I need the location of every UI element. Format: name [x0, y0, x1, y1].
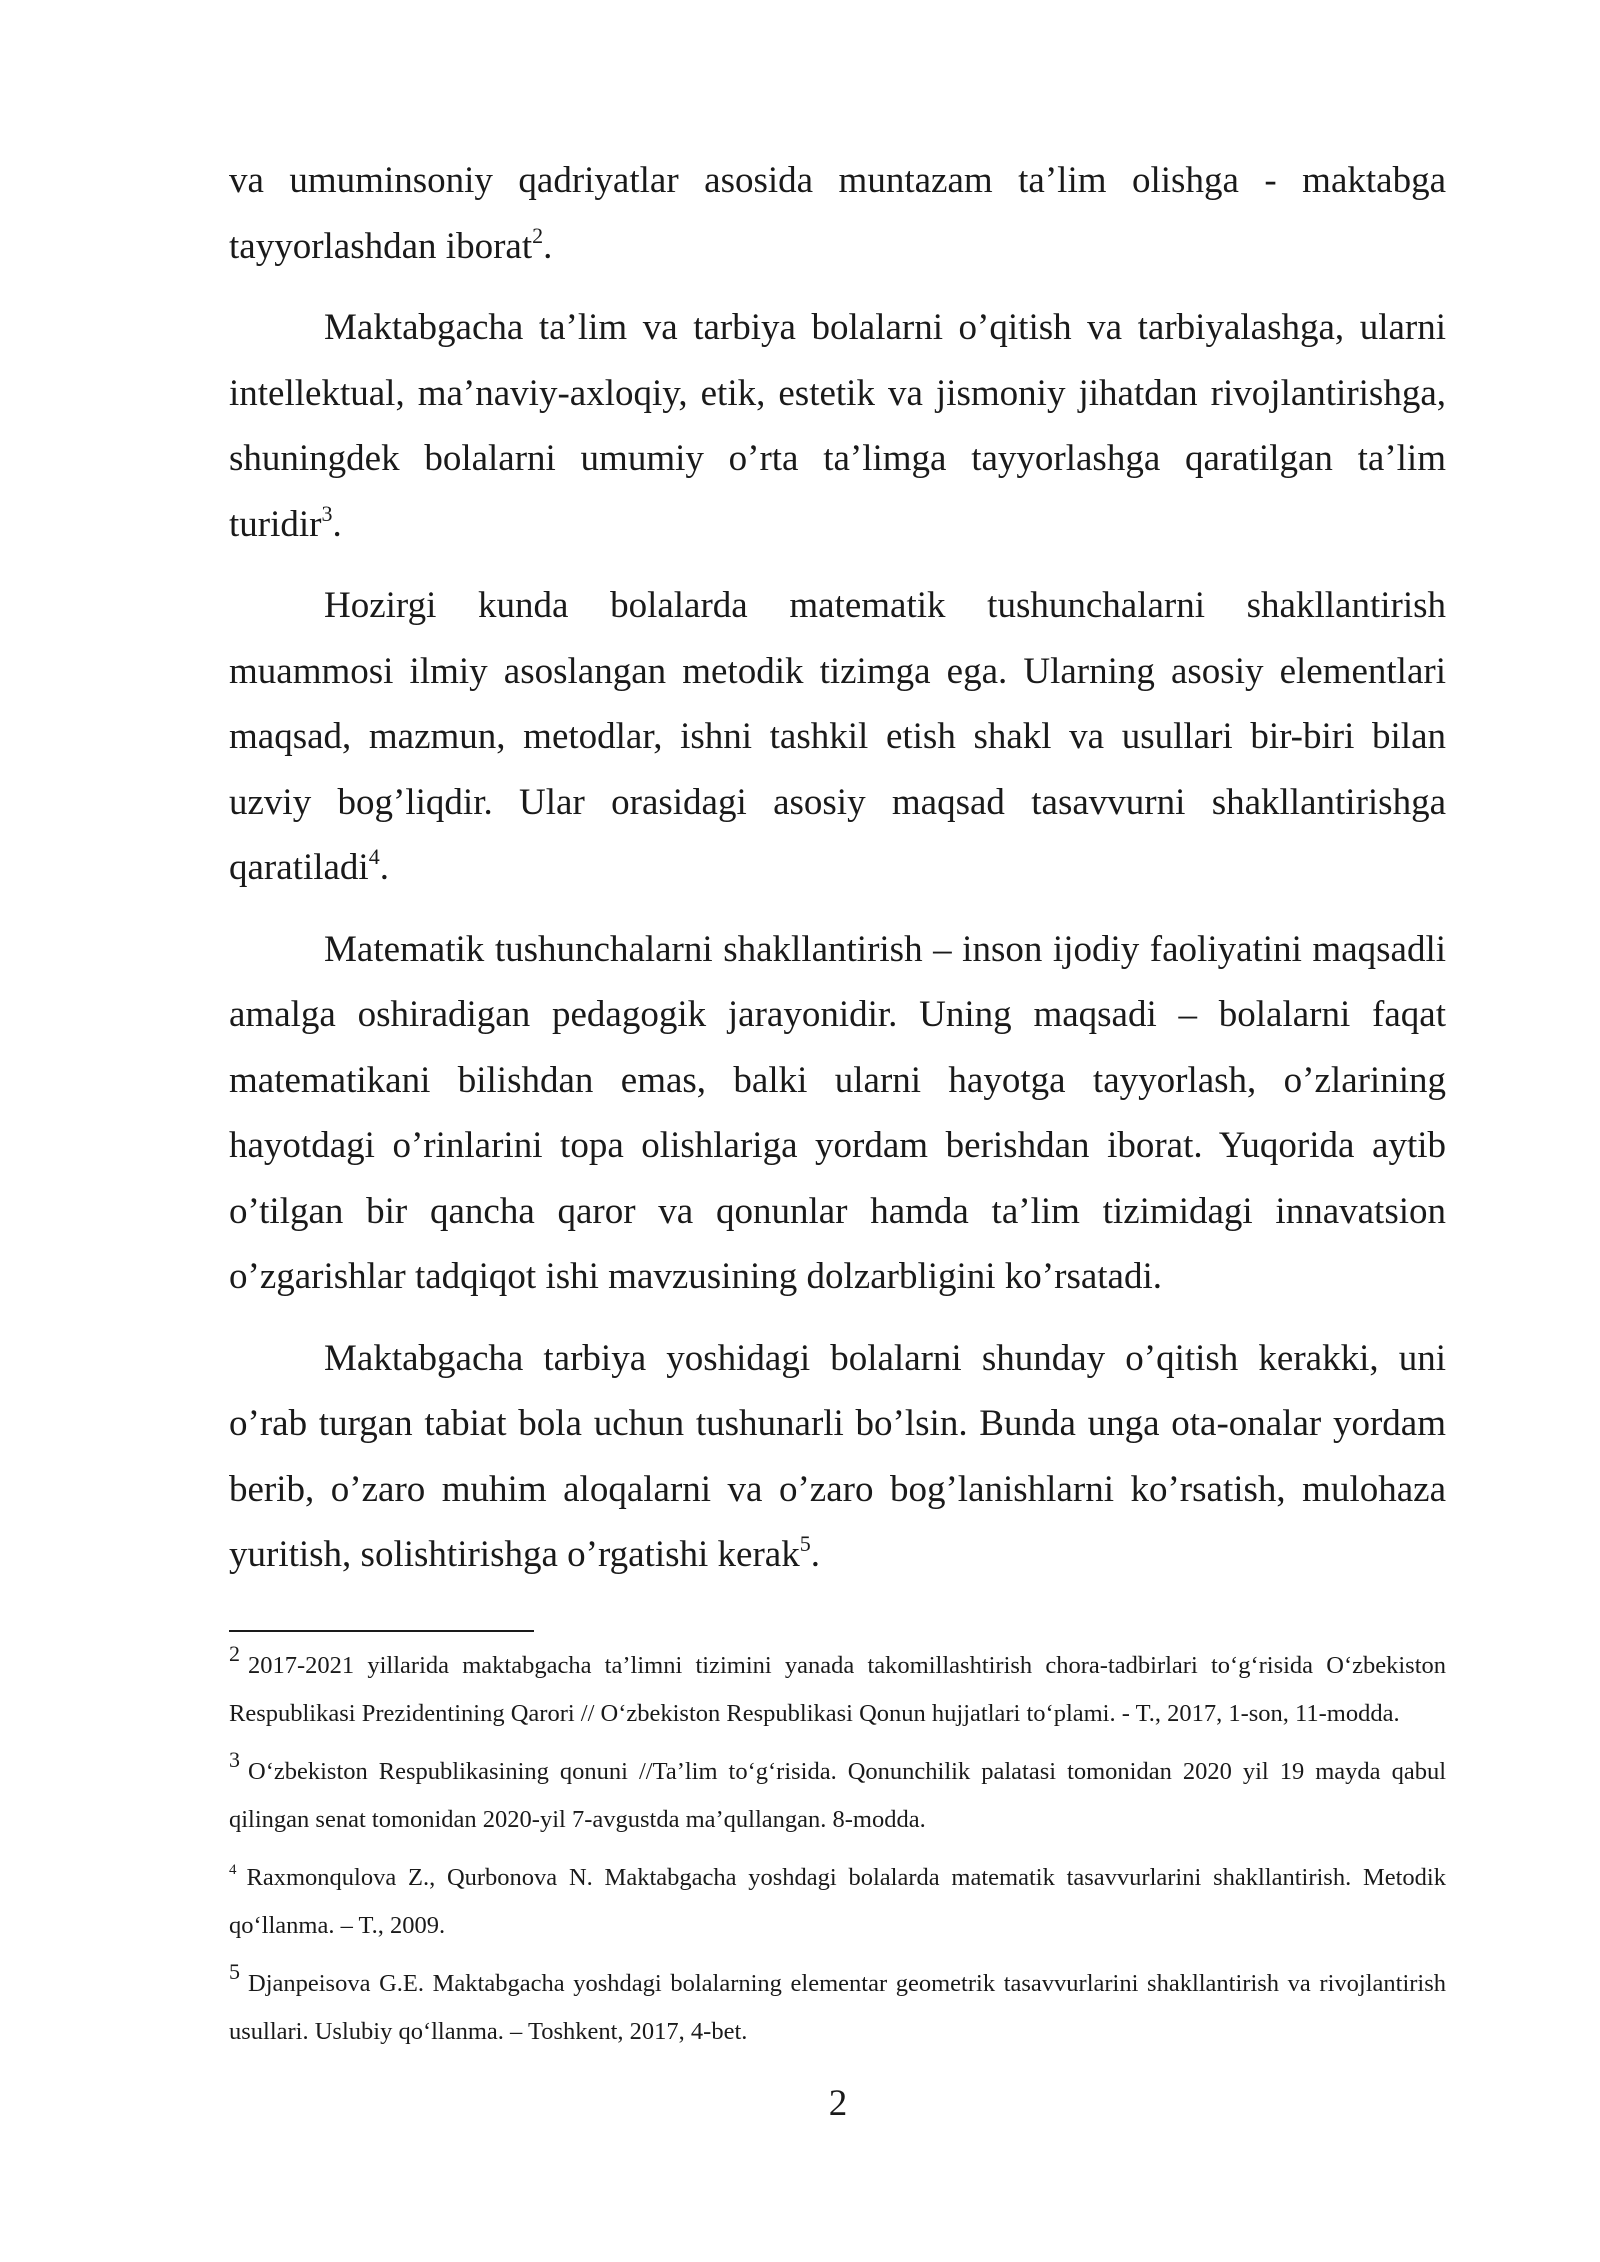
paragraph-end: . — [332, 503, 342, 545]
footnote-5 — [229, 1960, 1446, 2056]
footnote-reference-2[interactable]: 2 — [532, 222, 544, 248]
footnote-text: 2017-2021 yillarida maktabgacha ta’limni tizimini yanada takomillashtirish chora-tadbirlari to‘g‘risida O‘zbekiston Respublikasi Prezidentining Qarori // O‘zbekiston Respublikasi Qonun hujjatlari to‘plami. - T., 2017, 1-son, 11-modda. — [229, 1652, 1446, 1727]
footnote-mark: 2 — [229, 1641, 240, 1666]
paragraph-text: va umuminsoniy qadriyatlar asosida muntazam ta’lim olishga - maktabga tayyorlashdan iborat — [229, 160, 1446, 267]
paragraph-3 — [229, 573, 1446, 901]
paragraph-text: Hozirgi kunda bolalarda matematik tushunchalarni shakllantirish muammosi ilmiy asoslangan metodik tizimga ega. Ularning asosiy elementlari maqsad, mazmun, metodlar, ishni tashkil etish shakl va usullari bir-biri bilan uzviy bog’liqdir. Ular orasidagi asosiy maqsad tasavvurni shakllantirishga qaratiladi — [229, 585, 1446, 888]
footnote-reference-4[interactable]: 4 — [368, 844, 380, 869]
paragraph-text: Maktabgacha ta’lim va tarbiya bolalarni o’qitish va tarbiyalashga, ularni intellektual, ma’naviy-axloqiy, etik, estetik va jismoniy jihatdan rivojlantirishga, shuningdek bolalarni umumiy o’rta ta’limga tayyorlashga qaratilgan ta’lim turidir — [229, 307, 1446, 545]
paragraph-end: . — [810, 1534, 820, 1575]
footnote-mark: 4 — [229, 1862, 237, 1878]
paragraph-1 — [229, 148, 1446, 279]
footnote-text: Djanpeisova G.E. Maktabgacha yoshdagi bolalarning elementar geometrik tasavvurlarini shakllantirish va rivojlantirish usullari. Uslubiy qo‘llanma. – Toshkent, 2017, 4-bet. — [229, 1970, 1446, 2045]
footnote-mark: 5 — [229, 1959, 240, 1984]
paragraph-end: . — [543, 225, 553, 267]
page-body — [229, 148, 1446, 1604]
footnote-reference-3[interactable]: 3 — [321, 500, 333, 526]
paragraph-end: . — [379, 847, 389, 888]
footnote-4 — [229, 1854, 1446, 1950]
paragraph-text: Maktabgacha tarbiya yoshidagi bolalarni shunday o’qitish kerakki, uni o’rab turgan tabiat bola uchun tushunarli bo’lsin. Bunda unga ota-onalar yordam berib, o’zaro muhim aloqalarni va o’zaro bog’lanishlarni ko’rsatish, mulohaza yuritish, solishtirishga o’rgatishi kerak — [229, 1337, 1446, 1575]
footnote-3 — [229, 1748, 1446, 1844]
footnote-reference-5[interactable]: 5 — [799, 1531, 811, 1556]
paragraph-4 — [229, 917, 1446, 1310]
footnotes — [229, 1642, 1446, 2066]
footnote-text: Raxmonqulova Z., Qurbonova N. Maktabgacha yoshdagi bolalarda matematik tasavvurlarini shakllantirish. Metodik qo‘llanma. – T., 2009. — [229, 1864, 1446, 1939]
footnote-text: O‘zbekiston Respublikasining qonuni //Ta’lim to‘g‘risida. Qonunchilik palatasi tomonidan 2020 yil 19 mayda qabul qilingan senat tomonidan 2020-yil 7-avgustda ma’qullangan. 8-modda. — [229, 1758, 1446, 1833]
footnote-2 — [229, 1642, 1446, 1738]
paragraph-text: Matematik tushunchalarni shakllantirish – inson ijodiy faoliyatini maqsadli amalga oshiradigan pedagogik jarayonidir. Uning maqsadi – bolalarni faqat matematikani bilishdan emas, balki ularni hayotga tayyorlash, o’zlarining hayotdagi o’rinlarini topa olishlariga yordam berishdan iborat. Yuqorida aytib o’tilgan bir qancha qaror va qonunlar hamda ta’lim tizimidagi innavatsion o’zgarishlar tadqiqot ishi mavzusining dolzarbligini ko’rsatadi. — [229, 928, 1446, 1297]
page-number: 2 — [828, 2083, 848, 2124]
footnote-separator — [229, 1630, 534, 1632]
paragraph-2 — [229, 295, 1446, 557]
footnote-mark: 3 — [229, 1747, 240, 1772]
paragraph-5 — [229, 1326, 1446, 1588]
